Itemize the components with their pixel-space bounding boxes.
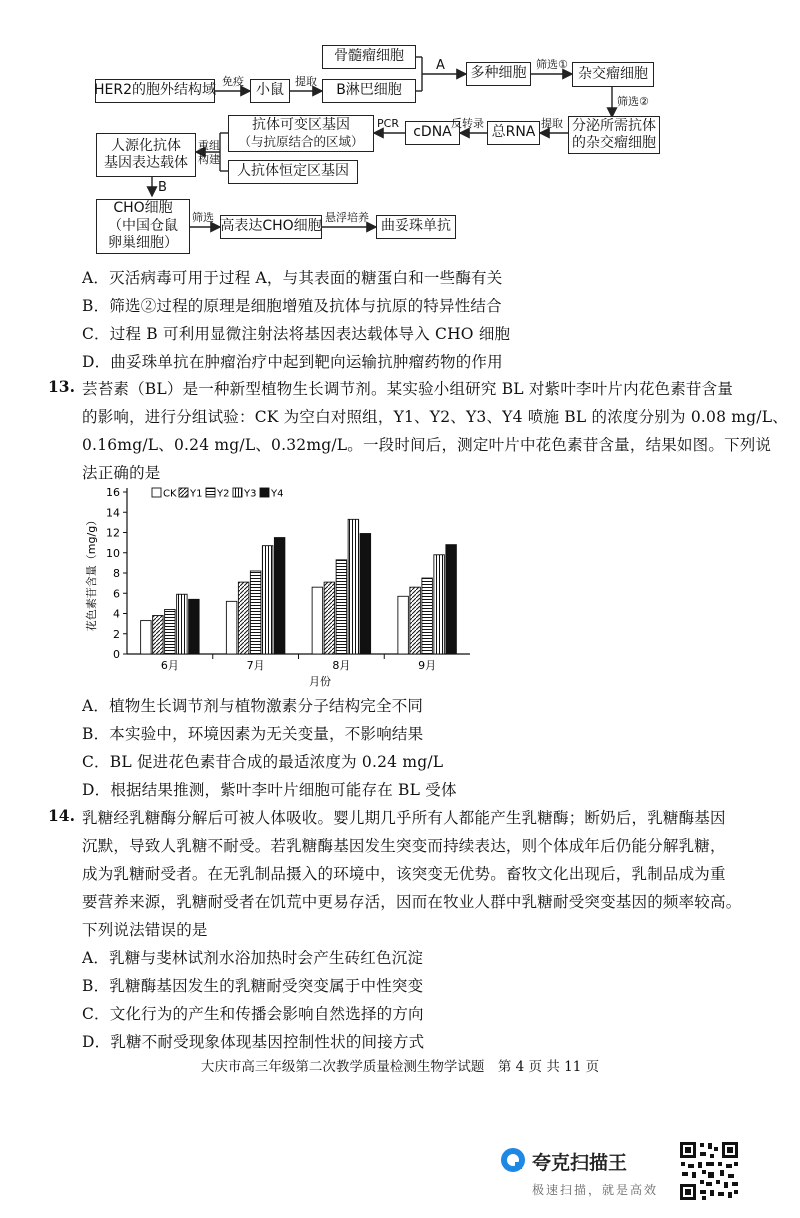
box-secreting-hybridoma: 分泌所需抗体 的杂交瘤细胞	[568, 116, 660, 154]
box-trastuzumab: 曲妥珠单抗	[376, 215, 456, 239]
box-her2: HER2的胞外结构域	[95, 79, 215, 103]
label-recombine-1: 重组	[198, 139, 220, 152]
label-immune: 免疫	[222, 75, 244, 88]
y-tick-label-3: 6	[113, 587, 120, 601]
bar-CK-3	[398, 596, 409, 654]
legend-swatch-Y4	[260, 488, 269, 497]
q14-option-d: D．乳糖不耐受现象体现基因控制性状的间接方式	[82, 1033, 425, 1051]
box-hybridoma: 杂交瘤细胞	[572, 62, 654, 87]
q14-option-c: C．文化行为的产生和传播会影响自然选择的方向	[82, 1005, 424, 1023]
y-tick-label-4: 8	[113, 567, 120, 580]
q14-number: 14.	[48, 806, 75, 825]
label-recombine-2: 构建	[198, 153, 220, 166]
q12-option-b: B．筛选②过程的原理是细胞增殖及抗体与抗原的特异性结合	[82, 297, 502, 315]
bar-Y3-0	[177, 594, 188, 654]
legend-label-CK: CK	[163, 488, 177, 500]
legend-label-Y1: Y1	[190, 488, 203, 500]
label-extract-1: 提取	[295, 75, 317, 88]
bar-Y1-2	[324, 582, 335, 654]
y-tick-label-6: 12	[106, 526, 120, 540]
label-screen-1: 筛选①	[536, 58, 568, 71]
bar-Y3-2	[348, 519, 359, 654]
page-footer: 大庆市高三年级第二次教学质量检测生物学试题 第 4 页 共 11 页	[200, 1059, 600, 1075]
box-mouse: 小鼠	[250, 79, 290, 103]
q12-option-d: D．曲妥珠单抗在肿瘤治疗中起到靶向运输抗肿瘤药物的作用	[82, 353, 503, 371]
x-tick-label-0: 6月	[160, 659, 179, 672]
q14-stem-line-1: 乳糖经乳糖酶分解后可被人体吸收。婴儿期几乎所有人都能产生乳糖酶；断奶后，乳糖酶基因	[82, 809, 726, 827]
chart-y-axis-label: 花色素苷含量（mg/g）	[85, 514, 98, 632]
label-process-b: B	[158, 180, 167, 195]
legend-label-Y4: Y4	[271, 488, 284, 500]
q13-stem-line-4: 法正确的是	[82, 464, 161, 482]
box-b-cell: B淋巴细胞	[322, 79, 416, 103]
bar-Y4-3	[446, 545, 457, 654]
bar-Y4-2	[360, 534, 371, 654]
y-tick-label-5: 10	[106, 546, 120, 560]
legend-swatch-Y1	[179, 488, 188, 497]
box-expression-vector: 人源化抗体 基因表达载体	[96, 133, 196, 177]
box-cdna: cDNA	[405, 121, 460, 145]
bar-Y2-3	[422, 578, 433, 654]
box-high-cho: 高表达CHO细胞	[220, 215, 322, 239]
x-tick-label-2: 8月	[332, 659, 351, 672]
box-variable-gene: 抗体可变区基因 （与抗原结合的区域）	[228, 115, 374, 152]
legend-label-Y2: Y2	[217, 488, 230, 500]
label-extract-2: 提取	[541, 117, 563, 130]
label-reverse-transcription: 反转录	[451, 117, 484, 130]
label-pcr: PCR	[377, 117, 399, 130]
anthocyanin-bar-chart	[60, 478, 480, 693]
chart-x-axis-label: 月份	[309, 675, 331, 688]
bar-Y3-1	[262, 546, 273, 654]
y-tick-label-1: 2	[113, 627, 120, 641]
legend-label-Y3: Y3	[244, 488, 257, 500]
bar-Y3-3	[434, 555, 445, 654]
legend-swatch-Y2	[206, 488, 215, 497]
bar-Y1-3	[410, 587, 421, 654]
y-tick-label-8: 16	[106, 486, 120, 499]
label-screen-3: 筛选	[192, 211, 214, 224]
label-process-a: A	[436, 58, 445, 73]
q13-stem-line-1: 芸苔素（BL）是一种新型植物生长调节剂。某实验小组研究 BL 对紫叶李叶片内花色素苷含量	[82, 380, 734, 398]
bar-Y4-0	[189, 599, 200, 654]
box-constant-gene: 人抗体恒定区基因	[228, 160, 358, 184]
bar-Y1-0	[153, 616, 164, 654]
q14-option-b: B．乳糖酶基因发生的乳糖耐受突变属于中性突变	[82, 977, 424, 995]
q13-option-b: B．本实验中，环境因素为无关变量，不影响结果	[82, 725, 424, 743]
legend-swatch-Y3	[233, 488, 242, 497]
q14-stem-line-3: 成为乳糖耐受者。在无乳制品摄入的环境中，该突变无优势。畜牧文化出现后，乳制品成为重	[82, 865, 726, 883]
box-total-rna: 总RNA	[487, 121, 540, 145]
q14-stem-line-5: 下列说法错误的是	[82, 921, 208, 939]
q13-number: 13.	[48, 377, 75, 396]
bar-Y2-0	[165, 609, 176, 654]
q13-option-c: C．BL 促进花色素苷合成的最适浓度为 0.24 mg/L	[82, 753, 444, 771]
bar-Y2-1	[250, 571, 261, 654]
qr-code-icon	[678, 1140, 740, 1202]
q12-option-c: C．过程 B 可利用显微注射法将基因表达载体导入 CHO 细胞	[82, 325, 511, 343]
bar-Y2-2	[336, 560, 347, 654]
box-cho-cell: CHO细胞 （中国仓鼠 卵巢细胞）	[96, 199, 190, 254]
q14-stem-line-2: 沉默，导致人乳糖不耐受。若乳糖酶基因发生突变而持续表达，则个体成年后仍能分解乳糖，	[82, 837, 726, 855]
bar-CK-1	[226, 601, 237, 654]
box-myeloma: 骨髓瘤细胞	[322, 45, 416, 69]
legend-swatch-CK	[152, 488, 161, 497]
y-tick-label-7: 14	[106, 506, 120, 520]
q14-option-a: A．乳糖与斐林试剂水浴加热时会产生砖红色沉淀	[82, 949, 424, 967]
box-many-cells: 多种细胞	[466, 62, 531, 86]
q13-option-a: A．植物生长调节剂与植物激素分子结构完全不同	[82, 697, 424, 715]
bar-Y4-1	[274, 538, 285, 654]
label-suspension: 悬浮培养	[325, 211, 369, 224]
bar-CK-0	[141, 621, 152, 654]
x-tick-label-3: 9月	[418, 659, 437, 672]
q14-stem-line-4: 要营养来源，乳糖耐受者在饥荒中更易存活，因而在牧业人群中乳糖耐受突变基因的频率较高。	[82, 893, 742, 911]
bar-CK-2	[312, 587, 323, 654]
scanner-logo-icon	[500, 1147, 526, 1173]
y-tick-label-2: 4	[113, 607, 120, 621]
scanner-brand: 夸克扫描王	[532, 1152, 628, 1174]
y-tick-label-0: 0	[113, 648, 120, 661]
x-tick-label-1: 7月	[246, 659, 265, 672]
q13-option-d: D．根据结果推测，紫叶李叶片细胞可能存在 BL 受体	[82, 781, 457, 799]
q13-stem-line-2: 的影响，进行分组试验：CK 为空白对照组，Y1、Y2、Y3、Y4 喷施 BL 的浓度分别为 0.08 mg/L、	[82, 408, 788, 426]
label-screen-2: 筛选②	[617, 95, 649, 108]
q12-option-a: A．灭活病毒可用于过程 A，与其表面的糖蛋白和一些酶有关	[82, 269, 503, 287]
q13-stem-line-3: 0.16mg/L、0.24 mg/L、0.32mg/L。一段时间后，测定叶片中花色素苷含量，结果如图。下列说	[82, 436, 772, 454]
chart-legend	[152, 488, 283, 500]
scanner-slogan: 极速扫描，就是高效	[532, 1183, 659, 1197]
chart-bars	[141, 519, 457, 654]
bar-Y1-1	[238, 582, 249, 654]
